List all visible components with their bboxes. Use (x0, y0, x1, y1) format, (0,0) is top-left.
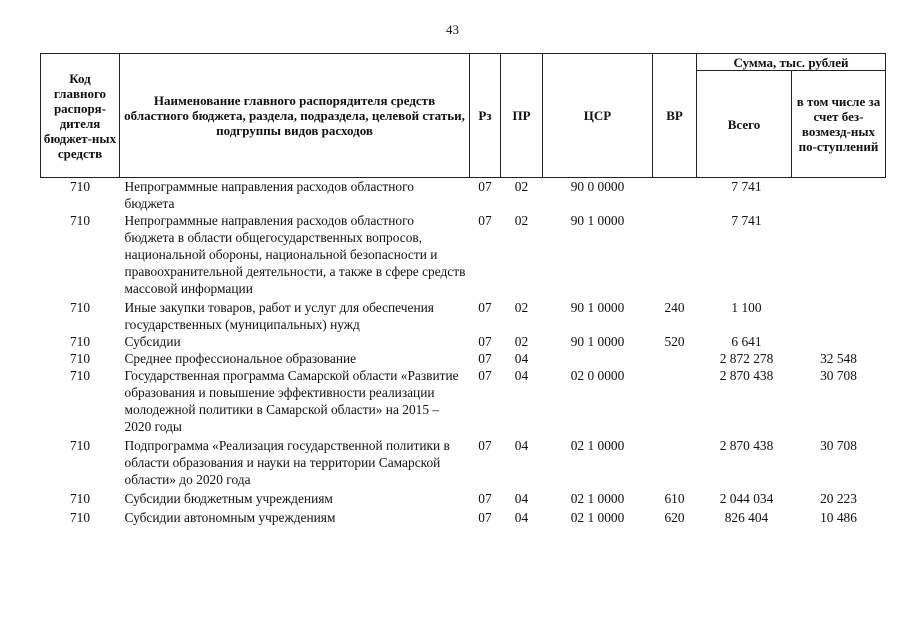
cell-rz: 07 (478, 438, 492, 453)
cell-pr: 02 (514, 334, 529, 349)
cell-pr: 02 (514, 213, 529, 228)
cell-csr: 90 1 0000 (570, 334, 625, 349)
cell-csr: 02 0 0000 (570, 368, 625, 383)
header-total: Всего (697, 71, 792, 178)
cell-csr: 02 1 0000 (570, 491, 625, 506)
cell-name: Непрограммные направления расходов областного бюджета (124, 179, 414, 211)
cell-rz: 07 (478, 368, 492, 383)
cell-free: 20 223 (820, 491, 857, 506)
cell-name: Государственная программа Самарской области «Развитие образования и повышение эффективности реализации молодежной политики в Самарской области» на 2015 – 2020 годы (124, 368, 459, 434)
cell-rz: 07 (478, 334, 492, 349)
cell-vr (653, 367, 697, 435)
cell-csr: 90 1 0000 (570, 300, 625, 315)
cell-code: 710 (69, 300, 91, 315)
cell-code: 710 (69, 213, 91, 228)
cell-free: 30 708 (820, 438, 857, 453)
cell-csr: 02 1 0000 (570, 510, 625, 525)
cell-total: 2 872 278 (719, 351, 774, 366)
cell-name: Субсидии (124, 334, 181, 349)
cell-free (792, 333, 886, 350)
cell-rz: 07 (478, 351, 492, 366)
cell-rz: 07 (478, 300, 492, 315)
cell-code: 710 (69, 438, 91, 453)
cell-total: 2 870 438 (719, 438, 774, 453)
table-row (41, 212, 886, 297)
cell-free (792, 297, 886, 333)
header-csr: ЦСР (543, 54, 653, 178)
cell-free (792, 178, 886, 213)
cell-csr: 02 1 0000 (570, 438, 625, 453)
budget-table-wrapper (40, 53, 885, 526)
table-row (41, 488, 886, 507)
cell-code: 710 (69, 179, 91, 194)
cell-rz: 07 (478, 179, 492, 194)
cell-total: 2 044 034 (719, 491, 774, 506)
cell-total: 1 100 (731, 300, 762, 315)
header-code: Код главного распоря-дителя бюджет-ных средств (41, 54, 120, 178)
cell-csr: 90 0 0000 (570, 179, 625, 194)
cell-rz: 07 (478, 491, 492, 506)
table-row (41, 178, 886, 213)
cell-csr (543, 350, 653, 367)
cell-rz: 07 (478, 213, 492, 228)
cell-code: 710 (69, 510, 91, 525)
cell-code: 710 (69, 368, 91, 383)
cell-free (792, 212, 886, 297)
table-row (41, 367, 886, 435)
cell-total: 826 404 (724, 510, 769, 525)
header-sum: Сумма, тыс. рублей (697, 54, 886, 71)
cell-vr (653, 178, 697, 213)
cell-name: Непрограммные направления расходов областного бюджета в области общегосударственных вопросов, национальной обороны, национальной безопасности и правоохранительной деятельности, а также в сфере средств массовой информации (124, 213, 466, 296)
cell-pr: 04 (514, 491, 529, 506)
cell-pr: 02 (514, 179, 529, 194)
cell-vr: 240 (664, 300, 685, 315)
cell-total: 7 741 (731, 213, 762, 228)
page-number: 43 (446, 22, 459, 37)
cell-pr: 04 (514, 438, 529, 453)
cell-name: Субсидии автономным учреждениям (124, 510, 336, 525)
cell-total: 6 641 (731, 334, 762, 349)
cell-name: Подпрограмма «Реализация государственной политики в области образования и науки на территории Самарской области» до 2020 года (124, 438, 450, 487)
cell-total: 7 741 (731, 179, 762, 194)
cell-pr: 04 (514, 368, 529, 383)
header-name: Наименование главного распорядителя средств областного бюджета, раздела, подраздела, целевой статьи, подгруппы видов расходов (120, 54, 470, 178)
header-rz: Рз (470, 54, 501, 178)
header-free: в том числе за счет без-возмезд-ных по-ступлений (792, 71, 886, 178)
cell-name: Субсидии бюджетным учреждениям (124, 491, 333, 506)
table-row (41, 435, 886, 488)
cell-free: 30 708 (820, 368, 857, 383)
cell-pr: 02 (514, 300, 529, 315)
cell-vr: 520 (664, 334, 685, 349)
cell-free: 10 486 (820, 510, 857, 525)
cell-code: 710 (69, 491, 91, 506)
cell-code: 710 (69, 334, 91, 349)
cell-vr (653, 435, 697, 488)
table-body (41, 178, 886, 527)
cell-vr (653, 212, 697, 297)
table-row (41, 350, 886, 367)
cell-vr: 610 (664, 491, 685, 506)
table-header (41, 54, 886, 178)
table-row (41, 507, 886, 526)
cell-pr: 04 (514, 510, 529, 525)
cell-vr (653, 350, 697, 367)
cell-pr: 04 (514, 351, 529, 366)
cell-csr: 90 1 0000 (570, 213, 625, 228)
cell-vr: 620 (664, 510, 685, 525)
table-row (41, 297, 886, 333)
cell-name: Иные закупки товаров, работ и услуг для обеспечения государственных (муниципальных) нужд (124, 300, 434, 332)
cell-free: 32 548 (820, 351, 857, 366)
cell-name: Среднее профессиональное образование (124, 351, 357, 366)
budget-table (40, 53, 886, 526)
header-vr: ВР (653, 54, 697, 178)
cell-rz: 07 (478, 510, 492, 525)
cell-total: 2 870 438 (719, 368, 774, 383)
cell-code: 710 (69, 351, 91, 366)
table-row (41, 333, 886, 350)
header-pr: ПР (501, 54, 543, 178)
